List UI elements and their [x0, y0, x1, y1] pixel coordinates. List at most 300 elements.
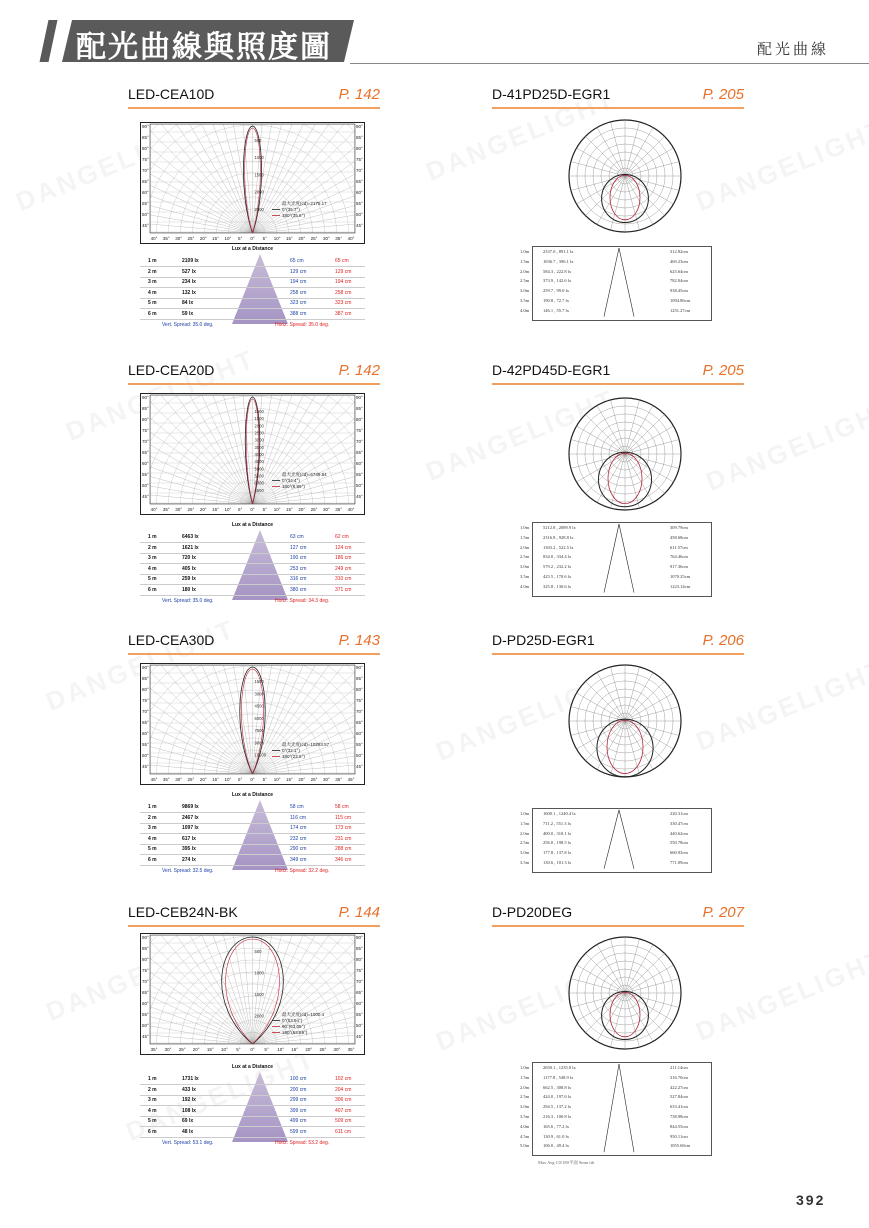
angle-label: 85° [142, 406, 149, 411]
angle-label: 50° [356, 753, 363, 758]
chart-legend-entry: 0°(35.7°) [282, 207, 300, 212]
illuminance-row [520, 535, 710, 543]
horizontal-diameter: 129 cm [335, 268, 352, 275]
angle-label: 70° [142, 168, 149, 173]
angle-label: 45° [356, 764, 363, 769]
lux-value: 395 lx [182, 846, 196, 852]
distance: 4 m [148, 1107, 157, 1114]
bottom-angle-label: 5° [264, 1047, 269, 1052]
lux-value: 527 lx [182, 268, 196, 275]
illuminance-values: 584.3 , 222.8 lx [543, 268, 572, 274]
angle-label: 70° [142, 709, 149, 714]
illuminance-values: 834.0 , 334.4 lx [543, 554, 572, 560]
bottom-angle-label: 10° [224, 236, 232, 241]
intensity-ring-label: 1500 [254, 992, 264, 997]
beam-diameter: 938.45cm [670, 288, 688, 294]
lux-value: 1097 lx [182, 825, 199, 831]
intensity-ring-label: 2000 [254, 1013, 264, 1019]
illuminance-row [520, 584, 710, 592]
angle-label: 45° [142, 494, 149, 499]
table-footnote: Max Avg C0/180平面 9mm tilt [538, 1160, 595, 1166]
angle-label: 80° [142, 687, 149, 692]
horizontal-spread: Horiz. Spread: 53.2 deg. [275, 1140, 330, 1146]
bottom-angle-label: 10° [224, 507, 232, 512]
product-rule [128, 653, 380, 655]
page-reference: P. 143 [338, 632, 380, 649]
distance: 2.0m [520, 1084, 530, 1090]
vertical-spread: Vert. Spread: 32.5 deg. [162, 868, 214, 874]
row-divider [140, 298, 365, 299]
vertical-diameter: 349 cm [290, 856, 307, 863]
illuminance-values: 400.0 , 310.1 lx [543, 830, 572, 836]
bottom-angle-label: 30° [322, 777, 330, 782]
illuminance-row [520, 259, 710, 267]
angle-label: 90° [142, 124, 149, 129]
illuminance-row [520, 1124, 710, 1132]
distance: 3 m [148, 279, 157, 285]
horizontal-diameter: 611 cm [335, 1128, 352, 1135]
bottom-angle-label: 35° [335, 507, 343, 512]
lux-value: 2109 lx [182, 258, 199, 264]
product-rule [492, 653, 744, 655]
chart-legend-entry: 最大光度(cd)=10293.57 [282, 742, 330, 747]
illuminance-values: 373.9 , 142.6 lx [543, 278, 572, 284]
angle-label: 55° [356, 1012, 363, 1017]
bottom-angle-label: 10° [277, 1047, 285, 1052]
distance: 4.5m [520, 1133, 530, 1139]
page-reference: P. 142 [338, 362, 380, 379]
distance: 1.0m [520, 249, 530, 254]
lux-value: 59 lx [182, 310, 194, 317]
bottom-angle-label: 30° [164, 1047, 172, 1052]
bottom-angle-label: 35° [335, 777, 343, 782]
row-divider [140, 833, 365, 834]
product-rule [492, 383, 744, 385]
intensity-ring-label: 6500 [254, 487, 264, 493]
distance: 1 m [148, 534, 157, 540]
distance: 6 m [148, 1128, 157, 1135]
lux-table-title: Lux at a Distance [231, 792, 274, 798]
bottom-angle-label: 15° [286, 777, 293, 782]
intensity-ring-label: 1000 [254, 409, 264, 414]
horizontal-diameter: 65 cm [335, 258, 349, 264]
angle-label: 75° [142, 157, 149, 162]
lux-at-distance-table [140, 244, 365, 332]
lux-value: 2467 lx [182, 814, 199, 821]
distance: 1.5m [520, 820, 530, 826]
beam-diameter: 316.70cm [670, 1074, 688, 1080]
beam-diameter: 950.11cm [670, 1133, 688, 1139]
angle-label: 55° [142, 472, 149, 477]
vertical-diameter: 174 cm [290, 825, 307, 831]
bottom-angle-label: 30° [322, 507, 330, 512]
illuminance-values: 1303.2 , 522.5 lx [543, 544, 574, 550]
product-name: LED-CEB24N-BK [128, 904, 238, 920]
lux-value: 433 lx [182, 1086, 196, 1093]
intensity-ring-label: 1500 [254, 416, 264, 422]
lux-value: 108 lx [182, 1107, 196, 1114]
distance: 2.5m [520, 554, 530, 560]
horizontal-diameter: 173 cm [335, 825, 352, 831]
bottom-angle-label: 20° [305, 1047, 313, 1052]
vertical-diameter: 116 cm [290, 814, 307, 821]
bottom-angle-label: 0° [250, 507, 255, 512]
row-divider [140, 1137, 365, 1138]
vertical-diameter: 232 cm [290, 835, 307, 842]
horizontal-diameter: 346 cm [335, 856, 352, 863]
illuminance-row [520, 1065, 710, 1073]
bottom-angle-label: 25° [310, 777, 318, 782]
lux-value: 9869 lx [182, 804, 199, 810]
horizontal-diameter: 323 cm [335, 300, 352, 306]
polar-curve-diagram [530, 118, 720, 238]
angle-label: 75° [142, 428, 149, 433]
row-divider [140, 308, 365, 309]
illuminance-row [520, 308, 710, 316]
bottom-angle-label: 15° [286, 236, 293, 241]
distance: 5 m [148, 576, 157, 582]
angle-label: 75° [356, 968, 363, 973]
vertical-diameter: 380 cm [290, 586, 307, 593]
bottom-angle-label: 0° [250, 236, 255, 241]
illuminance-values: 146.1 , 55.7 lx [543, 307, 570, 313]
bottom-angle-label: 30° [175, 507, 183, 512]
illuminance-values: 190.8 , 72.7 lx [543, 298, 570, 303]
chart-legend-entry: 180°(35.6°) [282, 213, 305, 218]
row-divider [140, 1116, 365, 1117]
illuminance-row [520, 1143, 710, 1151]
bottom-angle-label: 35° [347, 1047, 355, 1052]
bottom-angle-label: 15° [206, 1047, 214, 1052]
illuminance-row [520, 1085, 710, 1093]
angle-label: 60° [142, 190, 149, 195]
bottom-angle-label: 15° [212, 236, 219, 241]
illuminance-row [520, 554, 710, 562]
chart-legend-entry: 180°(53.89°) [282, 1030, 308, 1035]
product-name: D-PD20DEG [492, 904, 573, 920]
intensity-ring-label: 5500 [254, 473, 264, 479]
intensity-ring-label: 500 [254, 138, 262, 143]
product-rule [492, 925, 744, 927]
distance: 1 m [148, 804, 157, 810]
angle-label: 55° [356, 472, 363, 477]
intensity-ring-label: 5000 [254, 466, 264, 472]
distance: 1 m [148, 258, 157, 264]
polar-curve-diagram [530, 396, 720, 516]
angle-label: 90° [142, 935, 149, 940]
lux-value: 617 lx [182, 835, 196, 842]
beam-diameter: 1055.68cm [670, 1143, 691, 1149]
bottom-angle-label: 10° [224, 777, 232, 782]
beam-diameter: 660.93cm [670, 850, 688, 856]
angle-label: 80° [356, 146, 363, 151]
angle-label: 50° [142, 1023, 149, 1028]
angle-label: 65° [356, 990, 363, 995]
bottom-angle-label: 0° [250, 777, 255, 782]
row-divider [140, 542, 365, 543]
distance: 3.0m [520, 288, 530, 294]
illuminance-row [520, 249, 710, 257]
lux-value: 259 lx [182, 576, 196, 582]
row-divider [140, 844, 365, 845]
distance: 1.0m [520, 525, 530, 530]
bottom-angle-label: 25° [178, 1047, 186, 1052]
angle-label: 90° [356, 665, 363, 670]
product-rule [492, 107, 744, 109]
lux-value: 6463 lx [182, 534, 199, 540]
distance: 6 m [148, 586, 157, 593]
angle-label: 80° [356, 417, 363, 422]
row-divider [140, 823, 365, 824]
horizontal-diameter: 115 cm [335, 814, 352, 821]
illuminance-values: 177.8 , 137.8 lx [543, 850, 572, 856]
bottom-angle-label: 20° [192, 1047, 200, 1052]
distance: 2.0m [520, 544, 530, 550]
intensity-ring-label: 2000 [254, 423, 264, 429]
beam-diameter: 458.68cm [670, 534, 688, 540]
illuminance-values: 130.9 , 61.0 lx [543, 1133, 570, 1139]
illuminance-values: 1600.1 , 1240.4 lx [543, 811, 576, 816]
chart-legend-entry: 90°(53.05°) [282, 1024, 305, 1029]
distance: 4.0m [520, 583, 530, 589]
intensity-ring-label: 4500 [254, 703, 264, 709]
watermark-text [702, 393, 869, 497]
bottom-angle-label: 25° [187, 507, 195, 512]
polar-curve-diagram [530, 663, 720, 783]
chart-legend-entry: 0°(53.94°) [282, 1018, 303, 1023]
illuminance-values: 1177.8 , 548.9 lx [543, 1074, 574, 1080]
angle-label: 60° [356, 461, 363, 466]
bottom-angle-label: 10° [273, 777, 281, 782]
angle-label: 70° [356, 709, 363, 714]
vertical-spread: Vert. Spread: 35.0 deg. [162, 598, 214, 604]
angle-label: 85° [142, 676, 149, 681]
row-divider [140, 812, 365, 813]
illuminance-row [520, 850, 710, 858]
beam-diameter: 782.04cm [670, 278, 688, 284]
intensity-ring-label: 2500 [254, 206, 264, 212]
distance: 5 m [148, 1118, 157, 1124]
bottom-angle-label: 45° [150, 777, 158, 782]
vertical-diameter: 65 cm [290, 258, 304, 264]
horizontal-diameter: 231 cm [335, 835, 352, 842]
beam-diameter: 211.14cm [670, 1065, 688, 1070]
vertical-spread: Vert. Spread: 53.1 deg. [162, 1140, 214, 1146]
illuminance-values: 165.6 , 77.2 lx [543, 1123, 570, 1129]
bottom-angle-label: 35° [150, 1047, 158, 1052]
angle-label: 50° [142, 753, 149, 758]
row-divider [140, 865, 365, 866]
row-divider [140, 563, 365, 564]
angle-label: 75° [356, 428, 363, 433]
bottom-angle-label: 20° [298, 236, 306, 241]
lux-value: 192 lx [182, 1097, 196, 1103]
horizontal-diameter: 194 cm [335, 279, 352, 285]
horizontal-diameter: 124 cm [335, 544, 352, 551]
distance: 2.0m [520, 268, 530, 274]
angle-label: 55° [142, 742, 149, 747]
beam-diameter: 1251.27cm [670, 307, 691, 313]
distance: 2.5m [520, 840, 530, 846]
angle-label: 80° [142, 957, 149, 962]
page-header [0, 0, 869, 68]
bottom-angle-label: 35° [162, 507, 170, 512]
bottom-angle-label: 30° [333, 1047, 341, 1052]
bottom-angle-label: 25° [319, 1047, 327, 1052]
angle-label: 70° [142, 439, 149, 444]
distance: 6 m [148, 856, 157, 863]
distance: 3.0m [520, 564, 530, 570]
row-divider [140, 1105, 365, 1106]
row-divider [140, 1126, 365, 1127]
horizontal-diameter: 186 cm [335, 555, 352, 561]
horizontal-diameter: 102 cm [335, 1076, 352, 1082]
beam-diameter: 422.27cm [670, 1084, 688, 1090]
lux-value: 84 lx [182, 300, 194, 306]
illuminance-values: 106.0 , 49.4 lx [543, 1143, 570, 1149]
vertical-diameter: 316 cm [290, 576, 307, 582]
angle-label: 70° [356, 979, 363, 984]
horizontal-diameter: 387 cm [335, 310, 352, 317]
angle-label: 50° [142, 483, 149, 488]
angle-label: 65° [356, 720, 363, 725]
vertical-diameter: 190 cm [290, 555, 307, 561]
distance: 5 m [148, 300, 157, 306]
bottom-angle-label: 5° [238, 236, 243, 241]
bottom-angle-label: 35° [162, 236, 170, 241]
distance: 2 m [148, 268, 157, 275]
distance: 2.0m [520, 830, 530, 836]
angle-label: 55° [142, 1012, 149, 1017]
vertical-diameter: 129 cm [290, 268, 307, 275]
distance: 3.5m [520, 298, 530, 303]
angle-label: 90° [142, 395, 149, 400]
angle-label: 70° [356, 168, 363, 173]
distance: 1.5m [520, 534, 530, 540]
angle-label: 50° [356, 483, 363, 488]
angle-label: 90° [142, 665, 149, 670]
distance: 5.0m [520, 1143, 530, 1149]
product-name: D-42PD45D-EGR1 [492, 362, 611, 378]
beam-diameter: 738.98cm [670, 1114, 688, 1119]
bottom-angle-label: 5° [238, 507, 243, 512]
angle-label: 65° [142, 720, 149, 725]
illuminance-values: 2337.0 , 891.1 lx [543, 249, 574, 254]
illuminance-values: 1036.7 , 396.1 lx [543, 258, 574, 264]
bottom-angle-label: 25° [187, 236, 195, 241]
product-name: D-PD25D-EGR1 [492, 632, 595, 648]
row-divider [140, 574, 365, 575]
angle-label: 80° [356, 957, 363, 962]
distance: 4 m [148, 289, 157, 296]
lux-value: 1731 lx [182, 1076, 199, 1082]
illuminance-row [520, 564, 710, 572]
light-distribution-chart [140, 393, 365, 515]
beam-diameter: 771.09cm [670, 860, 688, 865]
illuminance-values: 2316.8 , 928.8 lx [543, 534, 574, 540]
intensity-ring-label: 3000 [254, 437, 264, 443]
illuminance-values: 325.8 , 130.6 lx [543, 583, 572, 589]
angle-label: 90° [356, 124, 363, 129]
lux-value: 48 lx [182, 1128, 194, 1135]
beam-diameter: 440.62cm [670, 830, 688, 836]
horizontal-spread: Horiz. Spread: 32.2 deg. [275, 868, 330, 874]
chart-legend-entry: 最大光度(cd)=1000.4 [282, 1012, 325, 1017]
intensity-ring-label: 6000 [254, 480, 264, 486]
lux-table-title: Lux at a Distance [231, 246, 274, 252]
beam-diameter: 469.23cm [670, 258, 688, 264]
bottom-angle-label: 20° [199, 236, 207, 241]
angle-label: 75° [142, 698, 149, 703]
vertical-spread: Vert. Spread: 35.0 deg. [162, 322, 214, 328]
angle-label: 60° [356, 1001, 363, 1006]
illuminance-values: 579.2 , 232.2 lx [543, 564, 572, 570]
row-divider [140, 277, 365, 278]
illuminance-row [520, 831, 710, 839]
bottom-angle-label: 0° [250, 1047, 255, 1052]
distance: 1.5m [520, 1074, 530, 1080]
angle-label: 75° [142, 968, 149, 973]
bottom-angle-label: 35° [335, 236, 343, 241]
distance: 4 m [148, 565, 157, 572]
illuminance-values: 294.5 , 137.2 lx [543, 1104, 572, 1110]
bottom-angle-label: 40° [150, 507, 158, 512]
beam-diameter: 330.47cm [670, 820, 688, 826]
angle-label: 90° [356, 935, 363, 940]
illuminance-values: 425.5 , 170.6 lx [543, 574, 572, 579]
angle-label: 80° [142, 146, 149, 151]
angle-label: 50° [142, 212, 149, 217]
row-divider [140, 584, 365, 585]
angle-label: 70° [142, 979, 149, 984]
illuminance-row [520, 840, 710, 848]
angle-label: 45° [142, 223, 149, 228]
beam-diameter: 550.78cm [670, 840, 688, 846]
vertical-diameter: 499 cm [290, 1118, 307, 1124]
distance: 1 m [148, 1076, 157, 1082]
bottom-angle-label: 5° [262, 507, 267, 512]
horizontal-diameter: 249 cm [335, 565, 352, 572]
illuminance-values: 711.2 , 551.3 lx [543, 820, 572, 826]
angle-label: 90° [356, 395, 363, 400]
bottom-angle-label: 10° [273, 236, 281, 241]
angle-label: 65° [356, 450, 363, 455]
illuminance-values: 130.6 , 101.3 lx [543, 860, 572, 865]
row-divider [140, 595, 365, 596]
horizontal-diameter: 310 cm [335, 576, 352, 582]
illuminance-values: 216.3 , 100.8 lx [543, 1114, 572, 1119]
angle-label: 45° [356, 494, 363, 499]
header-accent-bar [40, 20, 58, 62]
angle-label: 60° [356, 190, 363, 195]
lux-at-distance-table [140, 520, 365, 608]
intensity-ring-label: 1000 [254, 155, 264, 161]
page-reference: P. 144 [338, 904, 380, 921]
intensity-ring-label: 7500 [254, 728, 264, 734]
angle-label: 75° [356, 698, 363, 703]
vertical-diameter: 63 cm [290, 534, 304, 540]
lux-value: 69 lx [182, 1118, 194, 1124]
horizontal-diameter: 58 cm [335, 804, 349, 810]
bottom-angle-label: 20° [199, 777, 207, 782]
beam-diameter: 309.79cm [670, 525, 688, 530]
vertical-diameter: 258 cm [290, 289, 307, 296]
angle-label: 50° [356, 1023, 363, 1028]
intensity-ring-label: 10500 [254, 752, 267, 758]
page-reference: P. 142 [338, 86, 380, 103]
distance: 1.0m [520, 811, 530, 816]
bottom-angle-label: 5° [236, 1047, 241, 1052]
